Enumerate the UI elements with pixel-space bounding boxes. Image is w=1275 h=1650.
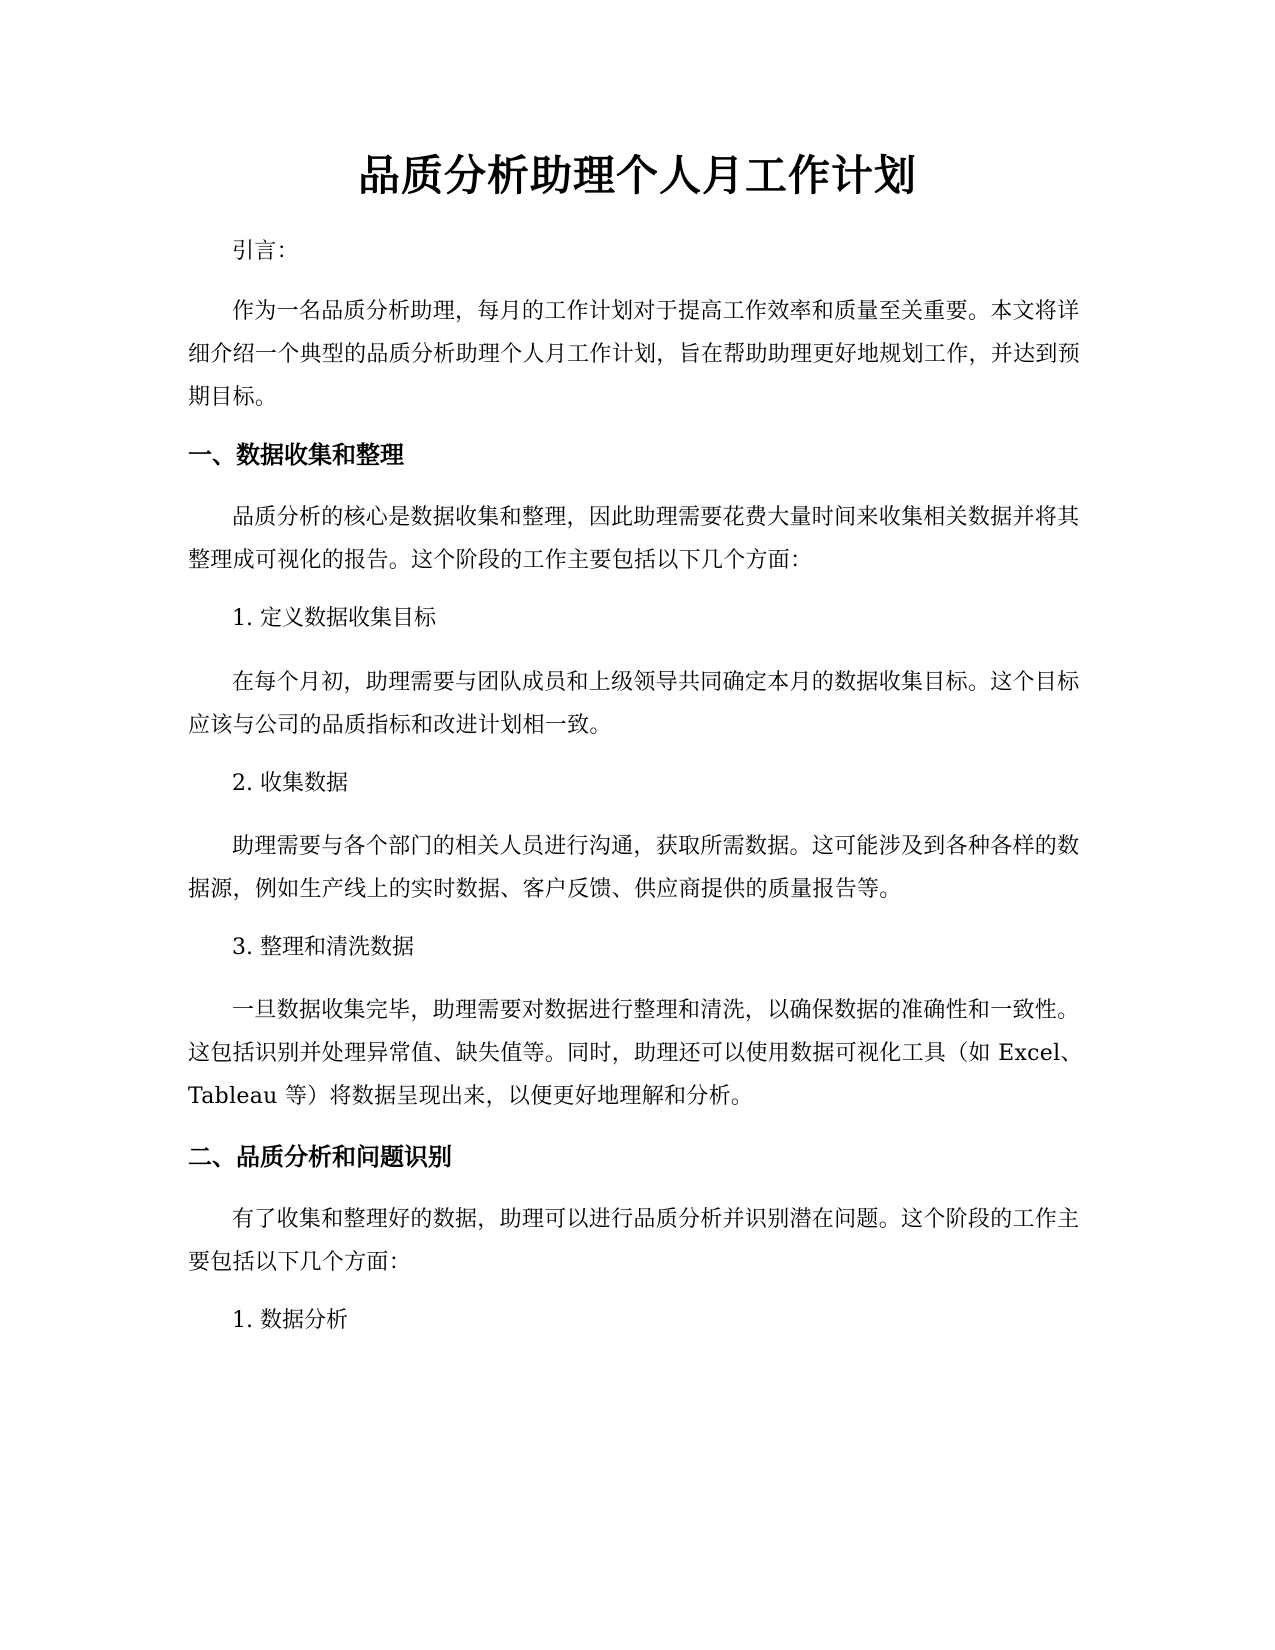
section-1-item-2-label: 2. 收集数据 [232, 771, 348, 796]
section-2-intro: 有了收集和整理好的数据，助理可以进行品质分析并识别潜在问题。这个阶段的工作主要包括以下几个方面： [188, 1207, 1080, 1275]
section-1-item-3-label: 3. 整理和清洗数据 [232, 935, 414, 960]
intro-paragraph: 作为一名品质分析助理，每月的工作计划对于提高工作效率和质量至关重要。本文将详细介绍一个典型的品质分析助理个人月工作计划，旨在帮助助理更好地规划工作，并达到预期目标。 [188, 299, 1081, 410]
section-1-item-2-text: 助理需要与各个部门的相关人员进行沟通，获取所需数据。这可能涉及到各种各样的数据源，例如生产线上的实时数据、客户反馈、供应商提供的质量报告等。 [188, 834, 1080, 902]
section-1-item-1-label: 1. 定义数据收集目标 [232, 606, 436, 631]
section-1-heading: 一、数据收集和整理 [188, 441, 404, 469]
section-2-heading: 二、品质分析和问题识别 [188, 1143, 452, 1171]
section-2-item-1-label: 1. 数据分析 [232, 1308, 348, 1333]
section-1-item-3-text: 一旦数据收集完毕，助理需要对数据进行整理和清洗，以确保数据的准确性和一致性。这包括识别并处理异常值、缺失值等。同时，助理还可以使用数据可视化工具（如 Excel、Tableau 等）将数据呈现出来，以便更好地理解和分析。 [188, 998, 1083, 1109]
section-1-item-1-text: 在每个月初，助理需要与团队成员和上级领导共同确定本月的数据收集目标。这个目标应该与公司的品质指标和改进计划相一致。 [188, 670, 1080, 738]
intro-label: 引言： [232, 239, 299, 264]
document-title: 品质分析助理个人月工作计划 [357, 151, 917, 200]
section-1-intro: 品质分析的核心是数据收集和整理，因此助理需要花费大量时间来收集相关数据并将其整理成可视化的报告。这个阶段的工作主要包括以下几个方面： [188, 505, 1080, 573]
